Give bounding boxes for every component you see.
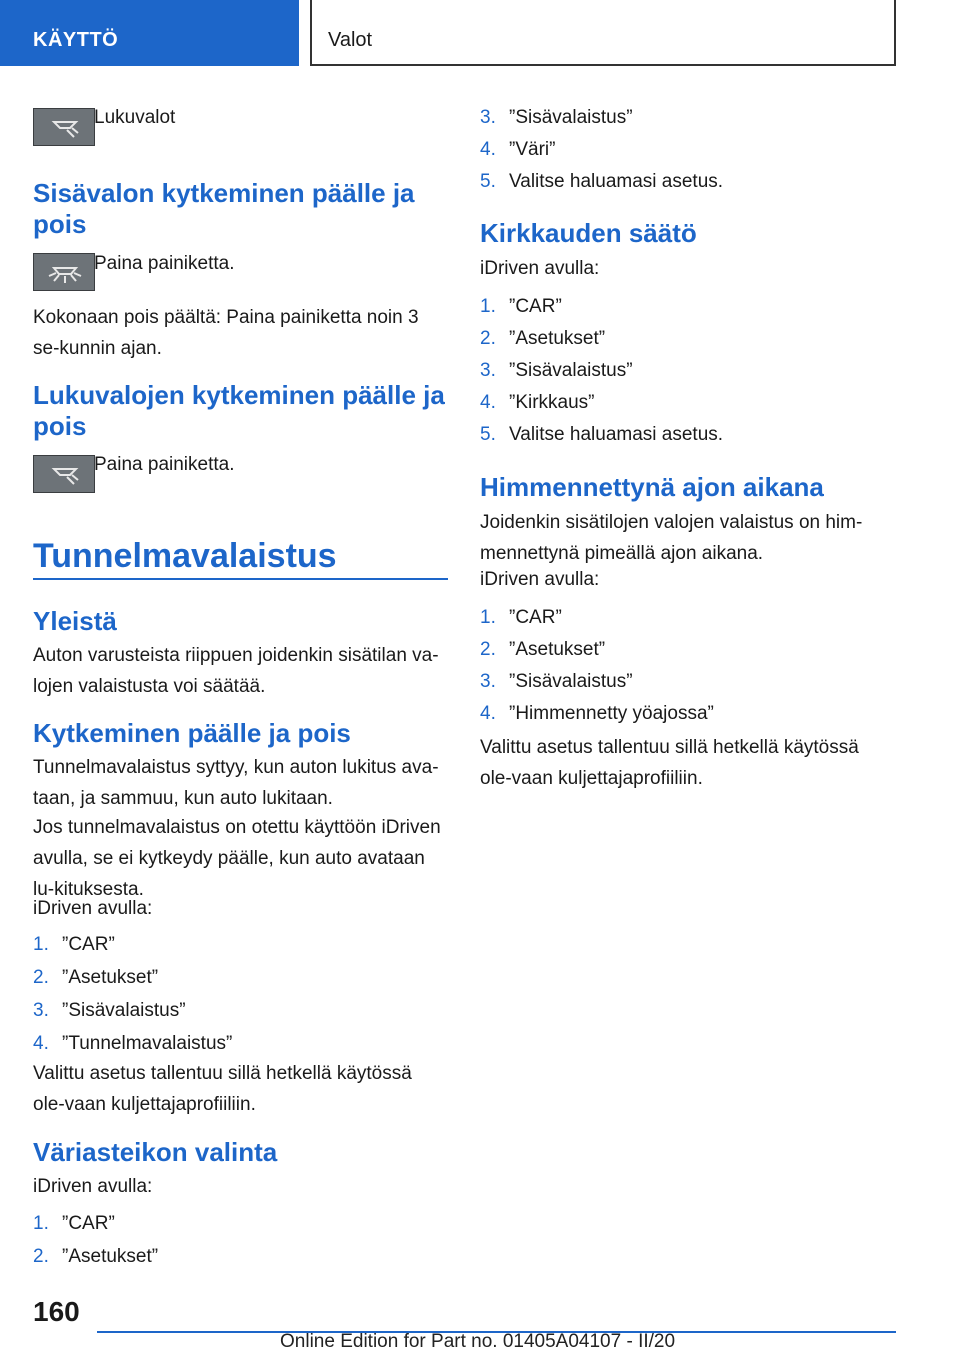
color-steps-list-cont: [480, 102, 895, 197]
general-text: Auton varusteista riippuen joidenkin sisätilan va‐lojen valaistusta voi säätää.: [33, 645, 439, 697]
page-number: 160: [33, 1296, 80, 1327]
list-item: 3. ”Sisävalaistus”: [480, 671, 633, 692]
list-item: 1. ”CAR”: [480, 607, 562, 628]
brightness-idrive-label: iDriven avulla:: [480, 258, 600, 279]
list-item: 4. ”Väri”: [480, 139, 556, 160]
reading-light-press: Paina painiketta.: [94, 454, 235, 475]
heading-general: Yleistä: [33, 606, 117, 636]
dimmed-text: Joidenkin sisätilojen valojen valaistus on him‐mennettynä pimeällä ajon aikana.: [480, 512, 863, 564]
heading-reading-light: Lukuvalojen kytkeminen päälle ja pois: [33, 380, 445, 441]
heading-ambient-lighting: Tunnelmavalaistus: [33, 537, 337, 575]
dimmed-idrive-label: iDriven avulla:: [480, 569, 600, 590]
interior-light-icon: [33, 253, 95, 291]
list-item: 4. ”Himmennetty yöajossa”: [480, 703, 714, 724]
section-tab: [0, 0, 299, 66]
dimmed-saved-text: Valittu asetus tallentuu sillä hetkellä käytössä ole‐vaan kuljettajaprofiiliin.: [480, 737, 859, 789]
heading-dimmed: Himmennettynä ajon aikana: [480, 472, 824, 502]
reading-light-label: Lukuvalot: [94, 107, 176, 128]
reading-light-icon: [33, 108, 95, 146]
switch-saved-text: Valittu asetus tallentuu sillä hetkellä käytössä ole‐vaan kuljettajaprofiiliin.: [33, 1063, 412, 1115]
interior-light-press: Paina painiketta.: [94, 253, 235, 274]
list-item: 3. ”Sisävalaistus”: [480, 360, 633, 381]
list-item: 3. ”Sisävalaistus”: [480, 107, 633, 128]
footer-edition: Online Edition for Part no. 01405A04107 - II/20: [280, 1331, 676, 1352]
chapter-header: [310, 0, 896, 66]
list-item: 3. ”Sisävalaistus”: [33, 1000, 186, 1021]
list-item: 1. ”CAR”: [480, 296, 562, 317]
color-idrive-label: iDriven avulla:: [33, 1176, 153, 1197]
switch-steps-list: [33, 929, 448, 1059]
brightness-steps-list: [480, 291, 895, 450]
list-item: 4. ”Kirkkaus”: [480, 392, 595, 413]
interior-light-off-text: Kokonaan pois päältä: Paina painiketta noin 3 se‐kunnin ajan.: [33, 307, 419, 359]
heading-switch-on-off: Kytkeminen päälle ja pois: [33, 718, 351, 748]
color-steps-list: [33, 1208, 448, 1272]
heading-rule: [33, 578, 448, 580]
list-item: 1. ”CAR”: [33, 1213, 115, 1234]
list-item: 1. ”CAR”: [33, 934, 115, 955]
heading-brightness: Kirkkauden säätö: [480, 218, 697, 248]
switch-text-2: Jos tunnelmavalaistus on otettu käyttöön iDriven avulla, se ei kytkeydy päälle, kun auto avataan lu‐kituksesta.: [33, 817, 441, 900]
list-item: 2. ”Asetukset”: [480, 328, 606, 349]
list-item: 2. ”Asetukset”: [480, 639, 606, 660]
list-item: 4. ”Tunnelmavalaistus”: [33, 1033, 233, 1054]
reading-light-button-icon: [33, 455, 95, 493]
dimmed-steps-list: [480, 602, 895, 729]
section-title: KÄYTTÖ: [33, 29, 119, 51]
heading-interior-light: Sisävalon kytkeminen päälle ja pois: [33, 178, 415, 239]
switch-text-1: Tunnelmavalaistus syttyy, kun auton lukitus ava‐taan, ja sammuu, kun auto lukitaan.: [33, 757, 439, 809]
list-item: 2. ”Asetukset”: [33, 967, 159, 988]
chapter-title: Valot: [328, 29, 373, 51]
list-item: 2. ”Asetukset”: [33, 1246, 159, 1267]
heading-color-scale: Väriasteikon valinta: [33, 1137, 278, 1167]
list-item: 5. Valitse haluamasi asetus.: [480, 424, 724, 445]
switch-idrive-label: iDriven avulla:: [33, 898, 153, 919]
list-item: 5. Valitse haluamasi asetus.: [480, 171, 724, 192]
